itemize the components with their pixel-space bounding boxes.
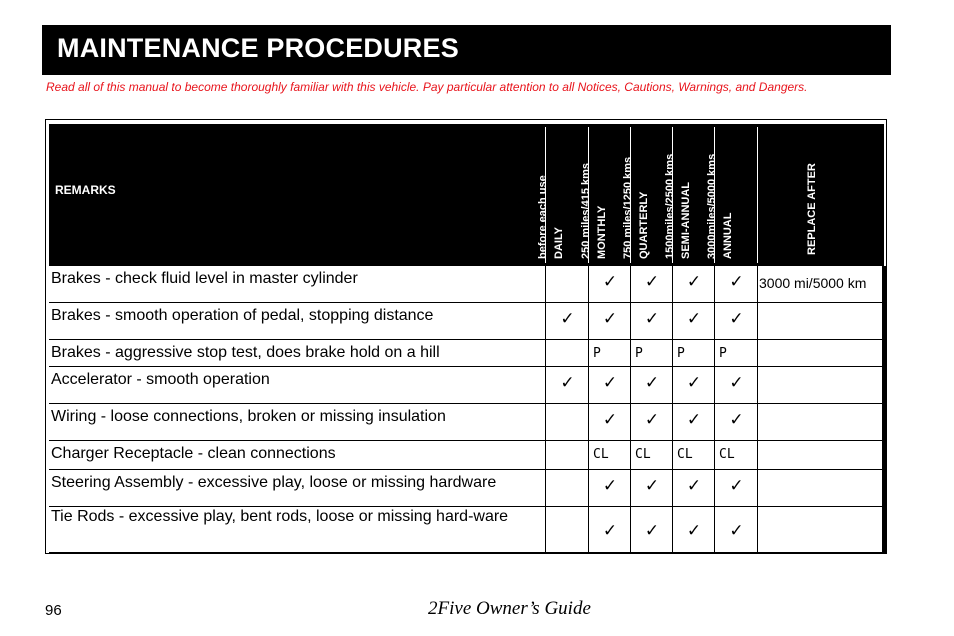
column-header-period: SEMI-ANNUAL xyxy=(679,182,692,259)
remarks-header: REMARKS xyxy=(55,183,116,197)
interval-cell xyxy=(672,303,715,339)
column-header-interval: 1500miles/2500 kms xyxy=(663,153,676,259)
column-header-interval: before each use xyxy=(537,175,549,259)
checkmark-icon: ✓ xyxy=(686,521,702,540)
page-title: MAINTENANCE PROCEDURES xyxy=(57,33,459,63)
checkmark-icon: ✓ xyxy=(686,272,702,291)
row-label: Brakes - aggressive stop test, does brake hold on a hill xyxy=(51,344,440,361)
replace-cell xyxy=(757,266,883,302)
interval-cell xyxy=(672,340,715,366)
interval-cell xyxy=(545,303,589,339)
column-header-period: QUARTERLY xyxy=(637,191,650,259)
table-row xyxy=(49,340,882,367)
interval-cell xyxy=(630,367,673,403)
procedure-code: P xyxy=(719,346,727,361)
checkmark-icon: ✓ xyxy=(686,373,702,392)
replace-after-header: REPLACE AFTER xyxy=(806,163,818,255)
table-row xyxy=(49,507,882,553)
title-bar xyxy=(42,25,891,75)
checkmark-icon: ✓ xyxy=(644,309,660,328)
replace-cell xyxy=(757,507,883,552)
checkmark-icon: ✓ xyxy=(729,272,744,291)
checkmark-icon: ✓ xyxy=(644,521,660,540)
interval-cell xyxy=(630,507,673,552)
replace-after-value: 3000 mi/5000 km xyxy=(759,275,867,291)
checkmark-icon: ✓ xyxy=(686,410,702,429)
table-row xyxy=(49,404,882,441)
table-row xyxy=(49,303,882,340)
interval-cell xyxy=(588,266,631,302)
interval-cell xyxy=(545,404,589,440)
interval-cell xyxy=(588,367,631,403)
interval-cell xyxy=(714,367,758,403)
interval-cell xyxy=(630,266,673,302)
interval-cell xyxy=(588,507,631,552)
replace-cell xyxy=(757,470,883,506)
checkmark-icon: ✓ xyxy=(644,410,660,429)
procedure-code: CL xyxy=(677,447,693,462)
interval-cell xyxy=(672,470,715,506)
checkmark-icon: ✓ xyxy=(729,373,744,392)
row-label: Brakes - check fluid level in master cylinder xyxy=(51,270,358,287)
table-row xyxy=(49,367,882,404)
interval-cell xyxy=(588,404,631,440)
column-header-interval: 250 miles/415 kms xyxy=(579,162,592,259)
interval-cell xyxy=(588,303,631,339)
replace-cell xyxy=(757,367,883,403)
column-header-annual xyxy=(706,127,757,263)
column-header-period: ANNUAL xyxy=(722,212,734,259)
replace-cell xyxy=(757,340,883,366)
interval-cell xyxy=(714,507,758,552)
interval-cell xyxy=(714,470,758,506)
interval-cell xyxy=(545,266,589,302)
checkmark-icon: ✓ xyxy=(644,476,660,495)
interval-cell xyxy=(630,303,673,339)
table-row xyxy=(49,266,882,303)
row-label: Accelerator - smooth operation xyxy=(51,371,270,388)
table-header xyxy=(49,124,884,266)
safety-notice: Read all of this manual to become thoroughly familiar with this vehicle. Pay particular attention to all Notices, Cautions, Warnings, and Dangers. xyxy=(46,80,808,94)
interval-cell xyxy=(630,340,673,366)
procedure-code: P xyxy=(677,346,685,361)
replace-cell xyxy=(757,404,883,440)
interval-cell xyxy=(714,303,758,339)
checkmark-icon: ✓ xyxy=(729,309,744,328)
checkmark-icon: ✓ xyxy=(560,309,575,328)
interval-cell xyxy=(672,266,715,302)
interval-cell xyxy=(672,507,715,552)
row-label: Wiring - loose connections, broken or missing insulation xyxy=(51,408,446,425)
checkmark-icon: ✓ xyxy=(602,476,618,495)
checkmark-icon: ✓ xyxy=(686,309,702,328)
checkmark-icon: ✓ xyxy=(602,309,618,328)
interval-cell xyxy=(545,441,589,469)
replace-cell xyxy=(757,441,883,469)
checkmark-icon: ✓ xyxy=(729,476,744,495)
interval-cell xyxy=(545,340,589,366)
interval-cell xyxy=(545,470,589,506)
interval-cell xyxy=(672,404,715,440)
row-label: Steering Assembly - excessive play, loose or missing hardware xyxy=(51,474,497,491)
interval-cell xyxy=(672,367,715,403)
checkmark-icon: ✓ xyxy=(729,410,744,429)
guide-title: 2Five Owner’s Guide xyxy=(428,598,591,619)
interval-cell xyxy=(714,404,758,440)
interval-cell xyxy=(630,404,673,440)
page-number: 96 xyxy=(45,602,62,619)
row-label: Charger Receptacle - clean connections xyxy=(51,445,336,462)
procedure-code: CL xyxy=(593,447,609,462)
checkmark-icon: ✓ xyxy=(644,373,660,392)
checkmark-icon: ✓ xyxy=(560,373,575,392)
checkmark-icon: ✓ xyxy=(686,476,702,495)
interval-cell xyxy=(672,441,715,469)
column-header-period: DAILY xyxy=(553,227,565,259)
interval-cell xyxy=(545,367,589,403)
column-header-interval: 3000miles/5000 kms xyxy=(706,153,718,259)
row-label: Tie Rods - excessive play, bent rods, loose or missing hard-ware xyxy=(51,508,509,525)
procedure-code: CL xyxy=(635,447,651,462)
procedure-code: P xyxy=(635,346,643,361)
procedure-code: P xyxy=(593,346,601,361)
row-label: Brakes - smooth operation of pedal, stopping distance xyxy=(51,307,434,324)
table-row xyxy=(49,441,882,470)
interval-cell xyxy=(588,470,631,506)
checkmark-icon: ✓ xyxy=(602,521,618,540)
interval-cell xyxy=(588,441,631,469)
checkmark-icon: ✓ xyxy=(602,272,618,291)
interval-cell xyxy=(714,441,758,469)
interval-cell xyxy=(588,340,631,366)
interval-cell xyxy=(630,470,673,506)
interval-cell xyxy=(714,266,758,302)
interval-cell xyxy=(630,441,673,469)
column-header-replace-after xyxy=(757,127,882,263)
checkmark-icon: ✓ xyxy=(602,410,618,429)
checkmark-icon: ✓ xyxy=(729,521,744,540)
checkmark-icon: ✓ xyxy=(644,272,660,291)
table-row xyxy=(49,470,882,507)
checkmark-icon: ✓ xyxy=(602,373,618,392)
replace-cell xyxy=(757,303,883,339)
column-header-interval: 750 miles/1250 kms xyxy=(621,156,634,259)
interval-cell xyxy=(545,507,589,552)
column-header-period: MONTHLY xyxy=(595,205,608,259)
interval-cell xyxy=(714,340,758,366)
procedure-code: CL xyxy=(719,447,735,462)
